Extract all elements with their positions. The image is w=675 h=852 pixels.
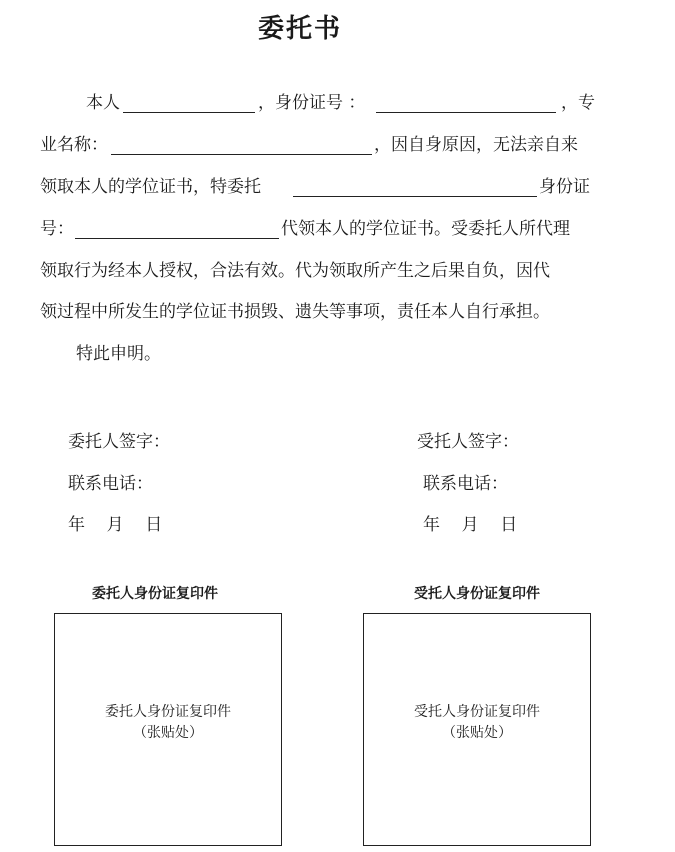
agent-name-blank[interactable] <box>293 196 537 197</box>
principal-name-blank[interactable] <box>123 112 255 113</box>
text-number-label: 号： <box>40 219 74 239</box>
principal-id-box-note: （张贴处） <box>133 725 203 741</box>
principal-phone-label: 联系电话： <box>68 474 153 494</box>
principal-date-label: 年 月 日 <box>68 515 163 535</box>
principal-id-blank[interactable] <box>376 112 556 113</box>
principal-id-copy-heading: 委托人身份证复印件 <box>92 586 218 602</box>
agent-id-paste-box <box>363 613 591 846</box>
text-agent-id-label: 身份证 <box>539 177 590 197</box>
agent-id-copy-heading: 受托人身份证复印件 <box>414 586 540 602</box>
agent-id-box-text: 受托人身份证复印件 <box>414 704 540 720</box>
agent-phone-label: 联系电话： <box>423 474 508 494</box>
principal-id-box-text: 委托人身份证复印件 <box>105 704 231 720</box>
principal-signature-label: 委托人签字： <box>68 432 170 452</box>
text-declaration: 特此申明。 <box>76 344 161 364</box>
agent-id-blank[interactable] <box>75 238 279 239</box>
text-collect-certificate: 代领本人的学位证书。受委托人所代理 <box>281 219 570 239</box>
major-name-blank[interactable] <box>111 154 372 155</box>
agent-date-label: 年 月 日 <box>423 515 518 535</box>
text-authorization: 领取行为经本人授权，合法有效。代为领取所产生之后果自负，因代 <box>40 261 550 281</box>
text-reason: ，因自身原因，无法亲自来 <box>374 135 578 155</box>
document-title: 委托书 <box>257 14 342 44</box>
text-principal-label: 本人 <box>86 93 120 113</box>
principal-id-paste-box <box>54 613 282 846</box>
text-major-label: 业名称： <box>40 135 108 155</box>
agent-signature-label: 受托人签字： <box>417 432 519 452</box>
text-responsibility: 领过程中所发生的学位证书损毁、遗失等事项，责任本人自行承担。 <box>40 302 550 322</box>
text-id-number-label: ，身份证号 ： <box>258 93 366 113</box>
text-major-prefix: ，专 <box>561 93 595 113</box>
agent-id-box-note: （张贴处） <box>442 725 512 741</box>
text-entrust: 领取本人的学位证书，特委托 <box>40 177 261 197</box>
